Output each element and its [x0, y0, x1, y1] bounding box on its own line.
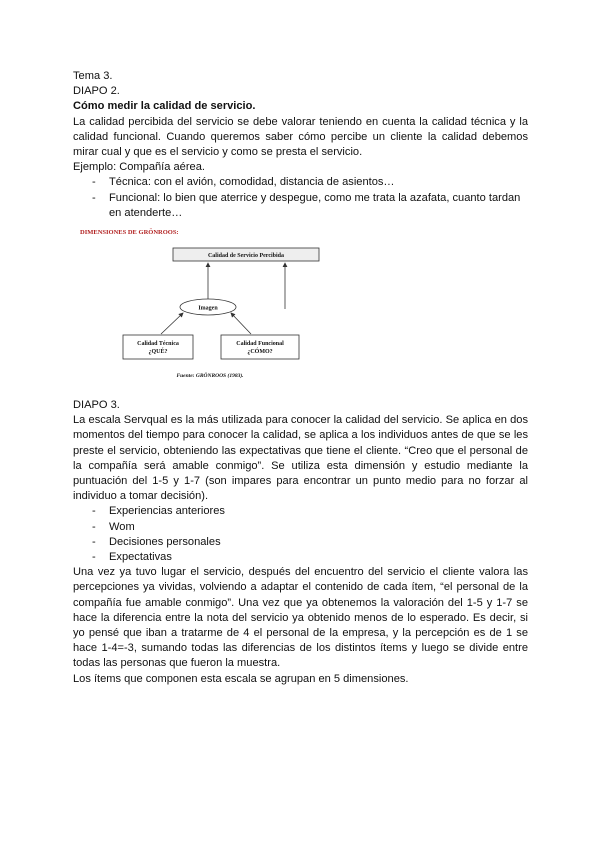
- servqual-paragraph: La escala Servqual es la más utilizada para conocer la calidad del servicio. Se aplica en dos momentos del tiempo para conocer la calidad, se aplica a los individuos antes de que se les preste el servicio, obteniendo las expectativas que tiene el cliente. “Creo que el personal de la compañía será amable conmigo”. Se utiliza esta dimensión y estudio mediante la puntuación del 1-5 y 1-7 (son impares para encontrar un punto medio para no forzar al individuo a tomar decisión).: [73, 414, 528, 503]
- list-item: - Expectativas: [73, 550, 528, 565]
- arrow-right-to-image: [231, 313, 251, 334]
- technical-quality-question: ¿QUÉ?: [148, 349, 168, 356]
- diagram-caption: DIMENSIONES DE GRÖNROOS:: [80, 229, 179, 237]
- functional-quality-question: ¿CÓMO?: [247, 349, 273, 356]
- perception-paragraph: Una vez ya tuvo lugar el servicio, después del encuentro del servicio el cliente valora las percepciones ya vividas, volviendo a adaptar el contenido de cada ítem, “el personal de la compañía fue amable conmigo”. Una vez que ya obtenemos la valoración del 1-5 y 1-7 se hace la diferencia entre la nota del servicio ya obtenido menos de lo esperado. Es decir, si yo pensé que iban a tratarme de 4 el personal de la empresa, y la percepción es de 1 se hace 1-4=-3, sumando todas las diferencias de los distintos ítems y luego se divide entre todas las personas que fueron la muestra.: [73, 566, 528, 670]
- section-title: Cómo medir la calidad de servicio.: [73, 100, 256, 113]
- technical-quality-label: Calidad Técnica: [137, 341, 179, 348]
- example-label: Ejemplo: Compañía aérea.: [73, 161, 205, 174]
- list-item: - Decisiones personales: [73, 535, 528, 550]
- factors-list: [73, 504, 528, 565]
- perceived-quality-label: Calidad de Servicio Percibida: [207, 253, 285, 260]
- functional-quality-box: [221, 335, 299, 359]
- image-label: Imagen: [198, 305, 218, 312]
- gronroos-diagram: [73, 224, 528, 384]
- example-list: [73, 175, 528, 221]
- diapo-3-label: DIAPO 3.: [73, 399, 120, 412]
- arrow-left-to-image: [161, 313, 183, 334]
- diapo-2-label: DIAPO 2.: [73, 85, 120, 98]
- list-item: - Técnica: con el avión, comodidad, distancia de asientos…: [73, 175, 528, 190]
- list-item: - Funcional: lo bien que aterrice y despegue, como me trata la azafata, cuanto tardan en atenderte…: [73, 191, 528, 221]
- list-item: - Experiencias anteriores: [73, 504, 528, 519]
- technical-quality-box: [123, 335, 193, 359]
- functional-quality-label: Calidad Funcional: [236, 341, 284, 348]
- dimensions-paragraph: Los ítems que componen esta escala se agrupan en 5 dimensiones.: [73, 672, 409, 685]
- tema-label: Tema 3.: [73, 70, 113, 82]
- document-body: [73, 69, 528, 687]
- list-item: - Wom: [73, 520, 528, 535]
- intro-paragraph: La calidad percibida del servicio se debe valorar teniendo en cuenta la calidad técnica y la calidad funcional. Cuando queremos saber cómo percibe un cliente la calidad debemos mirar cual y que es el servicio y como se presta el servicio.: [73, 115, 528, 159]
- diagram-source: Fuente: GRÖNROOS (1983).: [176, 373, 244, 380]
